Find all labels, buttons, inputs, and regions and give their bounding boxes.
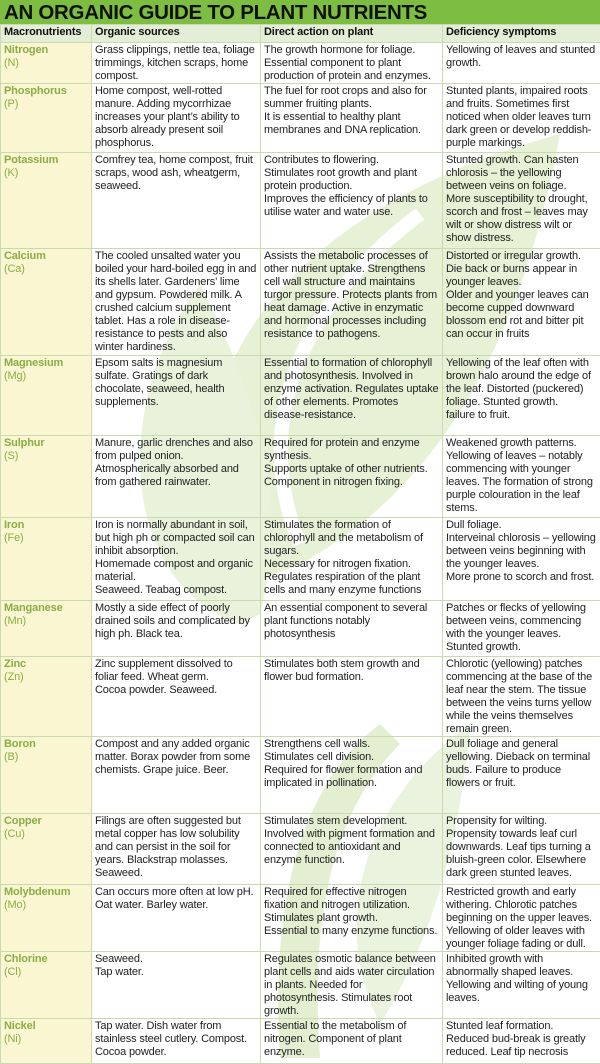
direct-action-cell: An essential component to several plant functions notably photosynthesis <box>261 601 443 657</box>
organic-sources-cell: Epsom salts is magnesium sulfate. Gratings of dark chocolate, seaweed, health supplements. <box>92 356 261 436</box>
table-row <box>1 436 600 518</box>
nutrient-name: Sulphur <box>4 437 45 449</box>
nutrient-name-cell <box>1 153 92 249</box>
organic-sources-cell: The cooled unsalted water you boiled your hard-boiled egg in and its shells later. Gardeners’ lime and gypsum. Powdered milk. A crushed calcium supplement tablet. Has a role in disease-resistance to pests and also winter hardiness. <box>92 249 261 356</box>
nutrient-name-cell <box>1 356 92 436</box>
table-row <box>1 84 600 153</box>
header-deficiency: Deficiency symptoms <box>443 25 600 43</box>
nutrient-name: Boron <box>4 738 36 750</box>
organic-sources-cell: Filings are often suggested but metal copper has low solubility and can persist in the soil for years. Blackstrap molasses. Seaweed. <box>92 814 261 885</box>
nutrient-symbol: (S) <box>4 450 18 462</box>
table-row <box>1 657 600 737</box>
nutrient-symbol: (Ni) <box>4 1033 21 1045</box>
nutrient-name: Magnesium <box>4 357 63 369</box>
header-organic-sources: Organic sources <box>92 25 261 43</box>
nutrient-name: Potassium <box>4 154 58 166</box>
organic-sources-cell: Zinc supplement dissolved to foliar feed. Wheat germ. Cocoa powder. Seaweed. <box>92 657 261 737</box>
table-row <box>1 43 600 84</box>
nutrient-name-cell <box>1 249 92 356</box>
nutrient-name-cell <box>1 518 92 601</box>
nutrient-symbol: (P) <box>4 98 18 110</box>
nutrient-symbol: (Cu) <box>4 828 25 840</box>
nutrient-name-cell <box>1 436 92 518</box>
nutrient-name-cell <box>1 1019 92 1064</box>
deficiency-cell: Propensity for wilting. Propensity towards leaf curl downwards. Leaf tips turning a bluish-green color. Elsewhere dark green stunted leaves. <box>443 814 600 885</box>
organic-sources-cell: Can occurs more often at low pH. Oat water. Barley water. <box>92 885 261 952</box>
direct-action-cell: Stimulates both stem growth and flower bud formation. <box>261 657 443 737</box>
nutrient-name-cell <box>1 737 92 814</box>
nutrient-name: Calcium <box>4 250 46 262</box>
nutrient-name: Manganese <box>4 602 63 614</box>
nutrient-symbol: (B) <box>4 751 18 763</box>
table-row <box>1 356 600 436</box>
deficiency-cell: Dull foliage and general yellowing. Dieback on terminal buds. Failure to produce flowers or fruit. <box>443 737 600 814</box>
deficiency-cell: Restricted growth and early withering. Chlorotic patches beginning on the upper leaves. Yellowing of older leaves with younger foliage fading or dull. <box>443 885 600 952</box>
nutrient-name: Copper <box>4 815 42 827</box>
page-title: AN ORGANIC GUIDE TO PLANT NUTRIENTS <box>0 0 600 24</box>
table-row <box>1 601 600 657</box>
deficiency-cell: Stunted plants, impaired roots and fruits. Sometimes first noticed when older leaves turn dark green or develop reddish-purple markings. <box>443 84 600 153</box>
nutrient-name-cell <box>1 952 92 1019</box>
organic-sources-cell: Compost and any added organic matter. Borax powder from some chemists. Grape juice. Beer. <box>92 737 261 814</box>
direct-action-cell: The fuel for root crops and also for summer fruiting plants. It is essential to healthy plant membranes and DNA replication. <box>261 84 443 153</box>
direct-action-cell: Regulates osmotic balance between plant cells and aids water circulation in plants. Needed for photosynthesis. Stimulates root growth. <box>261 952 443 1019</box>
nutrient-name-cell <box>1 43 92 84</box>
nutrient-table <box>0 24 600 1064</box>
nutrient-symbol: (Zn) <box>4 671 24 683</box>
nutrient-name: Chlorine <box>4 953 47 965</box>
deficiency-cell: Weakened growth patterns. Yellowing of leaves – notably commencing with younger leaves. The formation of strong purple colouration in the leaf stems. <box>443 436 600 518</box>
table-row <box>1 249 600 356</box>
table-row <box>1 814 600 885</box>
direct-action-cell: The growth hormone for foliage. Essential component to plant production of protein and enzymes. <box>261 43 443 84</box>
nutrient-symbol: (Fe) <box>4 532 24 544</box>
nutrient-symbol: (Ca) <box>4 263 25 275</box>
nutrient-name-cell <box>1 814 92 885</box>
deficiency-cell: Inhibited growth with abnormally shaped leaves. Yellowing and wilting of young leaves. <box>443 952 600 1019</box>
nutrient-name-cell <box>1 84 92 153</box>
nutrient-symbol: (Mn) <box>4 615 26 627</box>
deficiency-cell: Chlorotic (yellowing) patches commencing at the base of the leaf near the stem. The tissue between the veins turns yellow while the veins themselves remain green. <box>443 657 600 737</box>
nutrient-symbol: (K) <box>4 167 18 179</box>
nutrient-symbol: (Mo) <box>4 899 26 911</box>
deficiency-cell: Stunted leaf formation. Reduced bud-break is greatly reduced. Leaf tip necrosis <box>443 1019 600 1064</box>
nutrient-name-cell <box>1 657 92 737</box>
direct-action-cell: Contributes to flowering. Stimulates root growth and plant protein production. Improves the efficiency of plants to utilise water and water use. <box>261 153 443 249</box>
direct-action-cell: Essential to formation of chlorophyll and photosynthesis. Involved in enzyme activation. Regulates uptake of other elements. Promotes disease-resistance. <box>261 356 443 436</box>
deficiency-cell: Yellowing of the leaf often with brown halo around the edge of the leaf. Distorted (puckered) foliage. Stunted growth. failure to fruit. <box>443 356 600 436</box>
direct-action-cell: Assists the metabolic processes of other nutrient uptake. Strengthens cell wall structure and maintains turgor pressure. Protects plants from heat damage. Active in enzymatic and hormonal processes including resistance to pathogens. <box>261 249 443 356</box>
direct-action-cell: Required for protein and enzyme synthesis. Supports uptake of other nutrients. Component in nitrogen fixing. <box>261 436 443 518</box>
deficiency-cell: Yellowing of leaves and stunted growth. <box>443 43 600 84</box>
organic-sources-cell: Mostly a side effect of poorly drained soils and complicated by high ph. Black tea. <box>92 601 261 657</box>
header-macronutrients: Macronutrients <box>1 25 92 43</box>
deficiency-cell: Stunted growth. Can hasten chlorosis – the yellowing between veins on foliage. More susceptibility to drought, scorch and frost – leaves may wilt or show distress wilt or show distress. <box>443 153 600 249</box>
table-row <box>1 1019 600 1064</box>
nutrient-name: Phosphorus <box>4 85 67 97</box>
organic-sources-cell: Tap water. Dish water from stainless steel cutlery. Compost. Cocoa powder. <box>92 1019 261 1064</box>
nutrient-name: Iron <box>4 519 24 531</box>
deficiency-cell: Patches or flecks of yellowing between veins, commencing with the younger leaves. Stunted growth. <box>443 601 600 657</box>
organic-sources-cell: Iron is normally abundant in soil, but high ph or compacted soil can inhibit absorption. Homemade compost and organic material. Seaweed. Teabag compost. <box>92 518 261 601</box>
nutrient-name: Nickel <box>4 1020 36 1032</box>
table-row <box>1 153 600 249</box>
nutrient-name: Molybdenum <box>4 886 70 898</box>
direct-action-cell: Essential to the metabolism of nitrogen. Component of plant enzyme. <box>261 1019 443 1064</box>
nutrient-name-cell <box>1 601 92 657</box>
table-row <box>1 518 600 601</box>
deficiency-cell: Dull foliage. Interveinal chlorosis – yellowing between veins beginning with the younger leaves. More prone to scorch and frost. <box>443 518 600 601</box>
table-row <box>1 737 600 814</box>
table-row <box>1 885 600 952</box>
organic-sources-cell: Manure, garlic drenches and also from pulped onion. Atmospherically absorbed and from gathered rainwater. <box>92 436 261 518</box>
nutrient-name: Nitrogen <box>4 44 48 56</box>
table-row <box>1 952 600 1019</box>
organic-sources-cell: Comfrey tea, home compost, fruit scraps, wood ash, wheatgerm, seaweed. <box>92 153 261 249</box>
direct-action-cell: Required for effective nitrogen fixation and nitrogen utilization. Stimulates plant growth. Essential to many enzyme functions. <box>261 885 443 952</box>
header-row <box>1 25 600 43</box>
deficiency-cell: Distorted or irregular growth. Die back or burns appear in younger leaves. Older and younger leaves can become cupped downward blossom end rot and bitter pit can occur in fruits <box>443 249 600 356</box>
nutrient-symbol: (Mg) <box>4 370 26 382</box>
nutrient-name-cell <box>1 885 92 952</box>
header-direct-action: Direct action on plant <box>261 25 443 43</box>
direct-action-cell: Strengthens cell walls. Stimulates cell division. Required for flower formation and implicated in pollination. <box>261 737 443 814</box>
organic-sources-cell: Grass clippings, nettle tea, foliage trimmings, kitchen scraps, home compost. <box>92 43 261 84</box>
nutrient-symbol: (N) <box>4 57 19 69</box>
direct-action-cell: Stimulates stem development. Involved with pigment formation and connected to antioxidant and enzyme function. <box>261 814 443 885</box>
nutrient-symbol: (Cl) <box>4 966 21 978</box>
nutrient-name: Zinc <box>4 658 26 670</box>
direct-action-cell: Stimulates the formation of chlorophyll and the metabolism of sugars. Necessary for nitrogen fixation. Regulates respiration of the plant cells and many enzyme functions <box>261 518 443 601</box>
organic-sources-cell: Home compost, well-rotted manure. Adding mycorrhizae increases your plant’s ability to absorb already present soil phosphorus. <box>92 84 261 153</box>
organic-sources-cell: Seaweed. Tap water. <box>92 952 261 1019</box>
